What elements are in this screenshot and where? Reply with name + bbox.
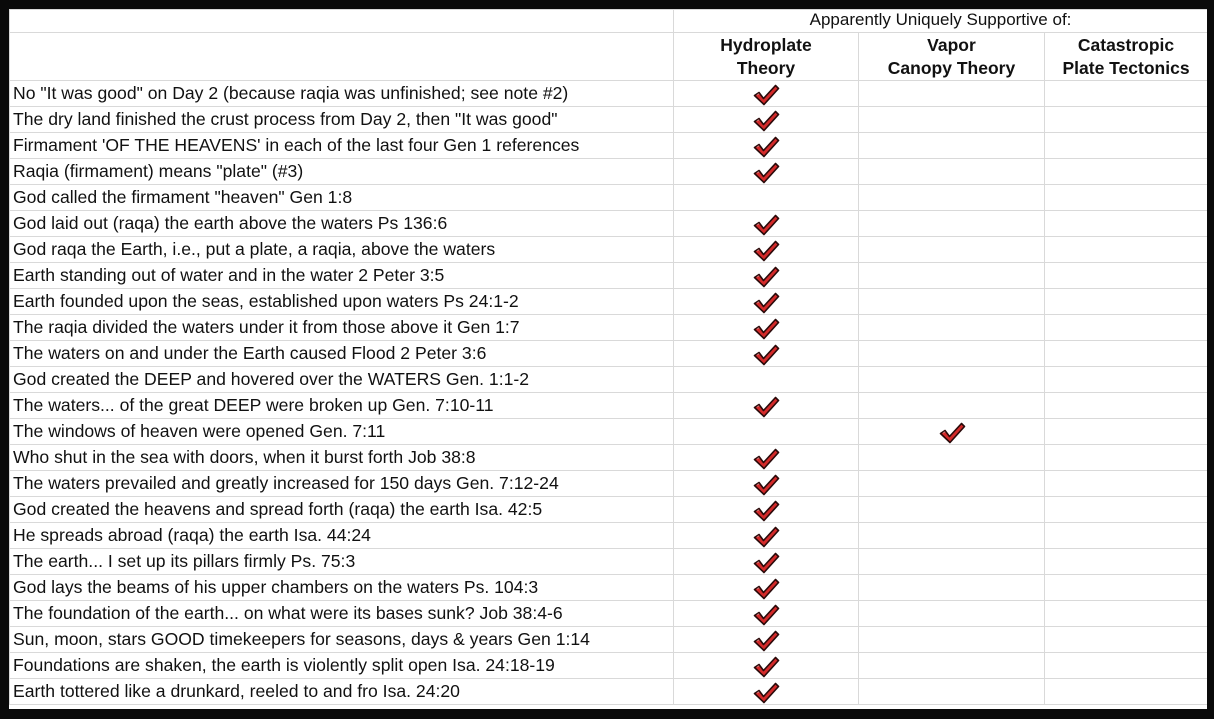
statement-cell: God created the DEEP and hovered over the WATERS Gen. 1:1-2: [10, 367, 674, 393]
mark-cell-plate-tectonics: [1045, 367, 1208, 393]
checkmark-icon: [752, 239, 780, 263]
statement-cell: Earth tottered like a drunkard, reeled to and fro Isa. 24:20: [10, 679, 674, 705]
mark-cell-vapor-canopy: [859, 471, 1045, 497]
mark-cell-vapor-canopy: [859, 341, 1045, 367]
statement-cell: God called the firmament "heaven" Gen 1:8: [10, 185, 674, 211]
mark-cell-hydroplate: [674, 263, 859, 289]
table-row: [10, 393, 1208, 419]
statement-cell: Firmament 'OF THE HEAVENS' in each of the last four Gen 1 references: [10, 133, 674, 159]
mark-cell-plate-tectonics: [1045, 601, 1208, 627]
checkmark-icon: [752, 499, 780, 523]
table-row: [10, 133, 1208, 159]
mark-cell-vapor-canopy: [859, 445, 1045, 471]
mark-cell-vapor-canopy: [859, 679, 1045, 705]
mark-cell-plate-tectonics: [1045, 211, 1208, 237]
mark-cell-hydroplate: [674, 471, 859, 497]
statement-cell: Raqia (firmament) means "plate" (#3): [10, 159, 674, 185]
mark-cell-vapor-canopy: [859, 419, 1045, 445]
statement-cell: The waters... of the great DEEP were broken up Gen. 7:10-11: [10, 393, 674, 419]
table-row: [10, 263, 1208, 289]
checkmark-icon: [752, 109, 780, 133]
mark-cell-hydroplate: [674, 237, 859, 263]
super-header: Apparently Uniquely Supportive of:: [674, 10, 1208, 33]
header-hydroplate-line1: Hydroplate: [720, 34, 812, 55]
mark-cell-hydroplate: [674, 601, 859, 627]
checkmark-icon: [752, 135, 780, 159]
statement-cell: Sun, moon, stars GOOD timekeepers for seasons, days & years Gen 1:14: [10, 627, 674, 653]
table-row: [10, 575, 1208, 601]
statement-cell: He spreads abroad (raqa) the earth Isa. 44:24: [10, 523, 674, 549]
table-row: [10, 653, 1208, 679]
table-row: [10, 367, 1208, 393]
statement-header-cell: [10, 33, 674, 81]
mark-cell-plate-tectonics: [1045, 523, 1208, 549]
statement-cell: Foundations are shaken, the earth is violently split open Isa. 24:18-19: [10, 653, 674, 679]
mark-cell-vapor-canopy: [859, 627, 1045, 653]
header-vapor-line2: Canopy Theory: [887, 57, 1016, 78]
table-row: [10, 185, 1208, 211]
mark-cell-plate-tectonics: [1045, 679, 1208, 705]
mark-cell-vapor-canopy: [859, 237, 1045, 263]
mark-cell-plate-tectonics: [1045, 419, 1208, 445]
mark-cell-hydroplate: [674, 159, 859, 185]
statement-cell: The waters on and under the Earth caused Flood 2 Peter 3:6: [10, 341, 674, 367]
mark-cell-vapor-canopy: [859, 315, 1045, 341]
mark-cell-plate-tectonics: [1045, 263, 1208, 289]
statement-cell: The dry land finished the crust process from Day 2, then "It was good": [10, 107, 674, 133]
checkmark-icon: [938, 421, 966, 445]
mark-cell-hydroplate: [674, 367, 859, 393]
mark-cell-hydroplate: [674, 185, 859, 211]
table-row: [10, 523, 1208, 549]
mark-cell-plate-tectonics: [1045, 497, 1208, 523]
mark-cell-vapor-canopy: [859, 133, 1045, 159]
mark-cell-hydroplate: [674, 679, 859, 705]
table-row: [10, 159, 1208, 185]
checkmark-icon: [752, 525, 780, 549]
mark-cell-vapor-canopy: [859, 211, 1045, 237]
checkmark-icon: [752, 161, 780, 185]
table-row: [10, 237, 1208, 263]
table-row: [10, 419, 1208, 445]
mark-cell-hydroplate: [674, 289, 859, 315]
table-row: [10, 549, 1208, 575]
mark-cell-plate-tectonics: [1045, 341, 1208, 367]
mark-cell-plate-tectonics: [1045, 185, 1208, 211]
mark-cell-hydroplate: [674, 315, 859, 341]
table-row: [10, 601, 1208, 627]
mark-cell-plate-tectonics: [1045, 575, 1208, 601]
checkmark-icon: [752, 265, 780, 289]
statement-cell: The raqia divided the waters under it from those above it Gen 1:7: [10, 315, 674, 341]
mark-cell-plate-tectonics: [1045, 237, 1208, 263]
mark-cell-vapor-canopy: [859, 263, 1045, 289]
statement-cell: No "It was good" on Day 2 (because raqia was unfinished; see note #2): [10, 81, 674, 107]
statement-cell: Who shut in the sea with doors, when it burst forth Job 38:8: [10, 445, 674, 471]
mark-cell-hydroplate: [674, 575, 859, 601]
statement-cell: God raqa the Earth, i.e., put a plate, a raqia, above the waters: [10, 237, 674, 263]
mark-cell-hydroplate: [674, 341, 859, 367]
checkmark-icon: [752, 291, 780, 315]
mark-cell-hydroplate: [674, 393, 859, 419]
mark-cell-hydroplate: [674, 107, 859, 133]
mark-cell-plate-tectonics: [1045, 289, 1208, 315]
table-row: [10, 471, 1208, 497]
mark-cell-plate-tectonics: [1045, 159, 1208, 185]
table-row: [10, 107, 1208, 133]
checkmark-icon: [752, 473, 780, 497]
checkmark-icon: [752, 681, 780, 705]
mark-cell-hydroplate: [674, 523, 859, 549]
checkmark-icon: [752, 577, 780, 601]
mark-cell-vapor-canopy: [859, 367, 1045, 393]
mark-cell-plate-tectonics: [1045, 471, 1208, 497]
checkmark-icon: [752, 655, 780, 679]
mark-cell-vapor-canopy: [859, 185, 1045, 211]
mark-cell-vapor-canopy: [859, 81, 1045, 107]
header-plate-tectonics: [1045, 33, 1208, 81]
checkmark-icon: [752, 629, 780, 653]
header-hydroplate: [674, 33, 859, 81]
mark-cell-hydroplate: [674, 549, 859, 575]
mark-cell-hydroplate: [674, 445, 859, 471]
mark-cell-hydroplate: [674, 81, 859, 107]
checkmark-icon: [752, 213, 780, 237]
mark-cell-plate-tectonics: [1045, 653, 1208, 679]
mark-cell-hydroplate: [674, 627, 859, 653]
table-row: [10, 497, 1208, 523]
statement-cell: The foundation of the earth... on what were its bases sunk? Job 38:4-6: [10, 601, 674, 627]
table-row: [10, 341, 1208, 367]
mark-cell-vapor-canopy: [859, 653, 1045, 679]
table-row: [10, 315, 1208, 341]
mark-cell-plate-tectonics: [1045, 549, 1208, 575]
table-row: [10, 445, 1208, 471]
header-vapor-line1: Vapor: [927, 34, 976, 55]
mark-cell-vapor-canopy: [859, 107, 1045, 133]
mark-cell-plate-tectonics: [1045, 627, 1208, 653]
header-cpt-line2: Plate Tectonics: [1062, 57, 1190, 78]
blank-header-cell: [10, 10, 674, 33]
checkmark-icon: [752, 83, 780, 107]
mark-cell-vapor-canopy: [859, 393, 1045, 419]
column-header-row: [10, 33, 1208, 81]
statement-cell: The earth... I set up its pillars firmly Ps. 75:3: [10, 549, 674, 575]
mark-cell-vapor-canopy: [859, 601, 1045, 627]
statement-cell: The waters prevailed and greatly increased for 150 days Gen. 7:12-24: [10, 471, 674, 497]
mark-cell-vapor-canopy: [859, 523, 1045, 549]
table-row: [10, 627, 1208, 653]
statement-cell: God lays the beams of his upper chambers on the waters Ps. 104:3: [10, 575, 674, 601]
checkmark-icon: [752, 551, 780, 575]
mark-cell-plate-tectonics: [1045, 393, 1208, 419]
mark-cell-plate-tectonics: [1045, 81, 1208, 107]
mark-cell-vapor-canopy: [859, 575, 1045, 601]
super-header-row: [10, 10, 1208, 33]
checkmark-icon: [752, 317, 780, 341]
header-vapor-canopy: [859, 33, 1045, 81]
statement-cell: God laid out (raqa) the earth above the waters Ps 136:6: [10, 211, 674, 237]
table-row: [10, 81, 1208, 107]
table-row: [10, 211, 1208, 237]
spreadsheet: [9, 9, 1207, 709]
mark-cell-vapor-canopy: [859, 289, 1045, 315]
mark-cell-hydroplate: [674, 211, 859, 237]
checkmark-icon: [752, 603, 780, 627]
statement-cell: Earth standing out of water and in the water 2 Peter 3:5: [10, 263, 674, 289]
mark-cell-hydroplate: [674, 497, 859, 523]
table-body: [10, 81, 1208, 705]
checkmark-icon: [752, 395, 780, 419]
statement-cell: Earth founded upon the seas, established upon waters Ps 24:1-2: [10, 289, 674, 315]
mark-cell-vapor-canopy: [859, 159, 1045, 185]
statement-cell: God created the heavens and spread forth (raqa) the earth Isa. 42:5: [10, 497, 674, 523]
mark-cell-hydroplate: [674, 133, 859, 159]
mark-cell-plate-tectonics: [1045, 133, 1208, 159]
header-hydroplate-line2: Theory: [736, 57, 796, 78]
statement-cell: The windows of heaven were opened Gen. 7:11: [10, 419, 674, 445]
mark-cell-vapor-canopy: [859, 497, 1045, 523]
header-cpt-line1: Catastropic: [1077, 34, 1175, 55]
mark-cell-plate-tectonics: [1045, 107, 1208, 133]
mark-cell-plate-tectonics: [1045, 445, 1208, 471]
mark-cell-plate-tectonics: [1045, 315, 1208, 341]
mark-cell-vapor-canopy: [859, 549, 1045, 575]
checkmark-icon: [752, 343, 780, 367]
mark-cell-hydroplate: [674, 653, 859, 679]
table-row: [10, 289, 1208, 315]
table-row: [10, 679, 1208, 705]
mark-cell-hydroplate: [674, 419, 859, 445]
checkmark-icon: [752, 447, 780, 471]
support-table: [9, 9, 1207, 705]
